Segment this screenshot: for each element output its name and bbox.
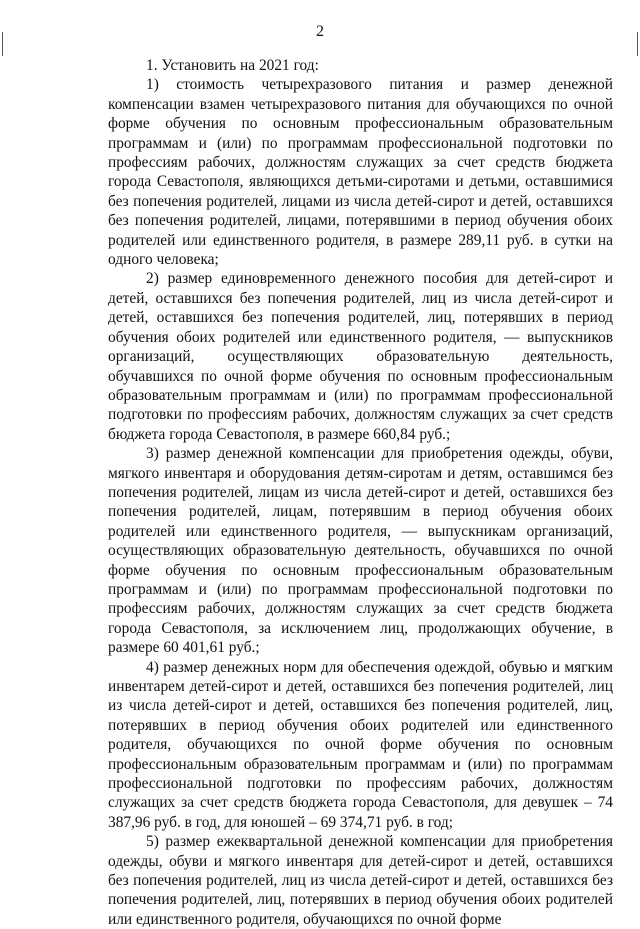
page-number: 2 <box>316 23 324 40</box>
paragraph-item-3: 3) размер денежной компенсации для приобретения одежды, обуви, мягкого инвентаря и оборудования детям-сиротам и детям, оставшимся без попечения родителей, лицам из числа детей-сирот и детей, оставшихся без попечения родителей, лицам, потерявшим в период обучения обоих родителей или единственного родителя, — выпускникам организаций, осуществляющих образовательную деятельность, обучавшихся по очной форме обучения по основным профессиональным образовательным программам и (или) по программам профессиональной подготовки по профессиям рабочих, должностям служащих за счет средств бюджета города Севастополя, за исключением лиц, продолжающих обучение, в размере 60 401,61 руб.; <box>108 445 613 657</box>
document-body <box>108 56 613 929</box>
paragraph-item-4: 4) размер денежных норм для обеспечения одеждой, обувью и мягким инвентарем детей-сирот и детей, оставшихся без попечения родителей, лиц из числа детей-сирот и детей, оставшихся без попечения родителей, лиц, потерявших в период обучения обоих родителей или единственного родителя, обучающихся по очной форме обучения по основным профессиональным образовательным программам и (или) по программам профессиональной подготовки по профессиям рабочих, должностям служащих за счет средств бюджета города Севастополя, для девушек – 74 387,96 руб. в год, для юношей – 69 374,71 руб. в год; <box>108 658 613 831</box>
paragraph-intro: 1. Установить на 2021 год: <box>146 57 319 74</box>
paragraph-item-2: 2) размер единовременного денежного пособия для детей-сирот и детей, оставшихся без попечения родителей, лиц из числа детей-сирот и детей, оставшихся без попечения родителей, лиц, потерявших в период обучения обоих родителей или единственного родителя, — выпускников организаций, осуществляющих образовательную деятельность, обучавшихся по очной форме обучения по основным профессиональным образовательным программам и (или) по программам профессиональной подготовки по профессиям рабочих, должностям служащих за счет средств бюджета города Севастополя, в размере 660,84 руб.; <box>108 270 613 443</box>
paragraph-item-1: 1) стоимость четырехразового питания и размер денежной компенсации взамен четырехразового питания для обучающихся по очной форме обучения по основным профессиональным образовательным программам и (или) по программам профессиональной подготовки по профессиям рабочих, должностям служащих за счет средств бюджета города Севастополя, являющихся детьми-сиротами и детьми, оставшимися без попечения родителей, лицами из числа детей-сирот и детей, оставшихся без попечения родителей, лицами, потерявшими в период обучения обоих родителей или единственного родителя, в размере 289,11 руб. в сутки на одного человека; <box>108 76 613 269</box>
paragraph-item-5: 5) размер ежеквартальной денежной компенсации для приобретения одежды, обуви и мягкого инвентаря для детей-сирот и детей, оставшихся без попечения родителей, лиц из числа детей-сирот и детей, оставшихся без попечения родителей, лиц, потерявших в период обучения обоих родителей или единственного родителя, обучающихся по очной форме <box>108 833 613 928</box>
